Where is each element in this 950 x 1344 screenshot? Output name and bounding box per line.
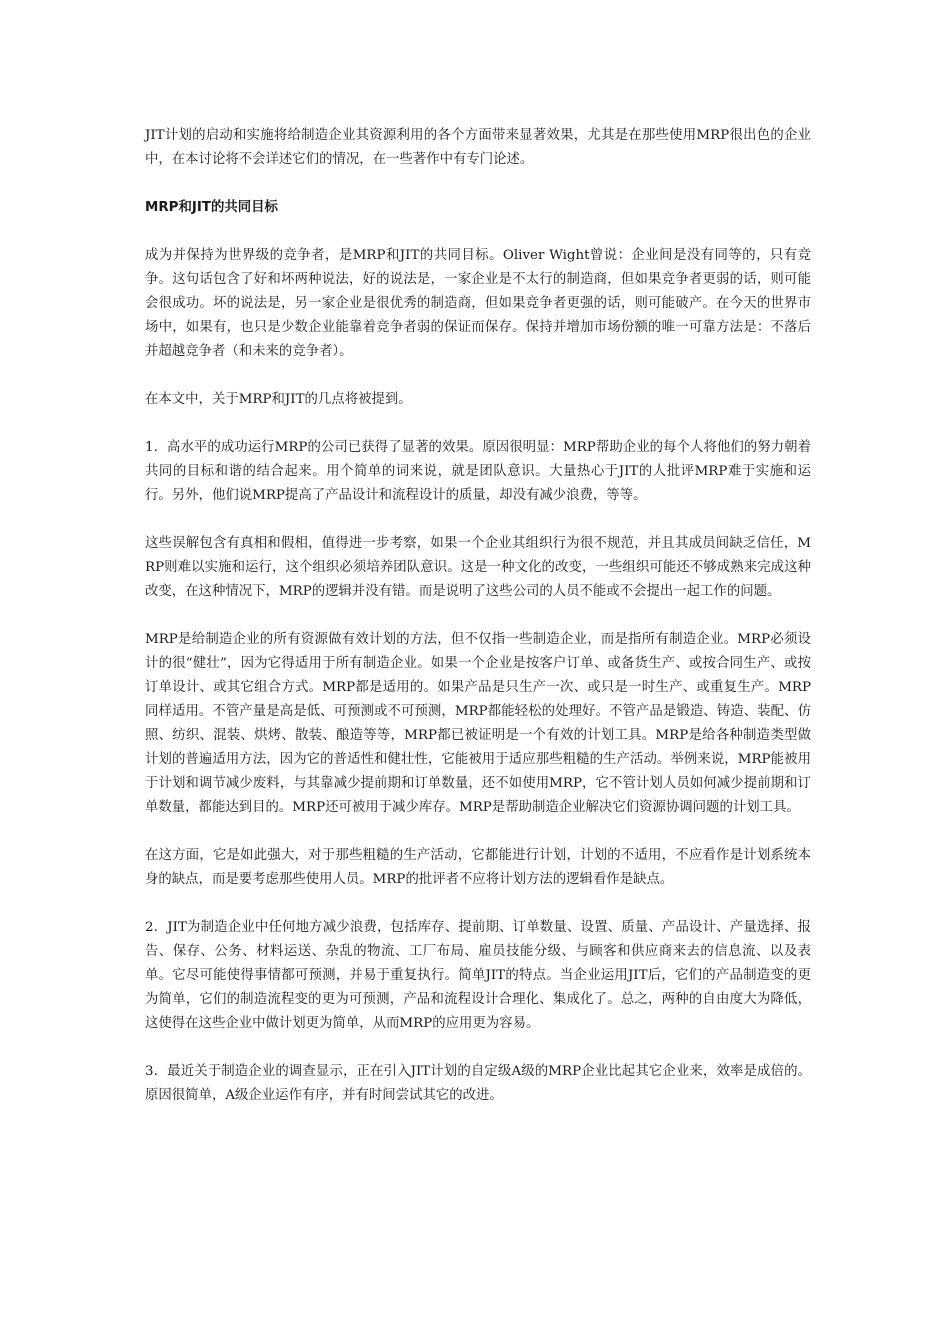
paragraph-point-3: 3．最近关于制造企业的调查显示，正在引入JIT计划的自定级A级的MRP企业比起其它企业来，效率是成倍的。原因很简单，A级企业运作有序，并有时间尝试其它的改进。 [145,1064,811,1103]
paragraph-misconceptions: 这些误解包含有真相和假相，值得进一步考察，如果一个企业其组织行为很不规范，并且其成员间缺乏信任，MRP则难以实施和运行，这个组织必须培养团队意识。这是一种文化的改变，一些组织可能还不够成熟来完成这种改变，在这种情况下，MRP的逻辑并没有错。而是说明了这些公司的人员不能或不会提出一起工作的问题。 [145,536,811,599]
document-body [145,124,811,1132]
paragraph-mrp-strength: 在这方面，它是如此强大，对于那些粗糙的生产活动，它都能进行计划，计划的不适用，不应看作是计划系统本身的缺点，而是要考虑那些使用人员。MRP的批评者不应将计划方法的逻辑看作是缺点。 [145,848,811,887]
intro-paragraph: JIT计划的启动和实施将给制造企业其资源利用的各个方面带来显著效果，尤其是在那些使用MRP很出色的企业中，在本讨论将不会详述它们的情况，在一些著作中有专门论述。 [145,128,811,167]
paragraph-points-intro: 在本文中，关于MRP和JIT的几点将被提到。 [145,392,412,407]
paragraph-point-2: 2．JIT为制造企业中任何地方减少浪费，包括库存、提前期、订单数量、设置、质量、产品设计、产量选择、报告、保存、公务、材料运送、杂乱的物流、工厂布局、雇员技能分级、与顾客和供应商来去的信息流、以及表单。它尽可能使得事情都可预测，并易于重复执行。简单JIT的特点。当企业运用JIT后，它们的产品制造变的更为简单，它们的制造流程变的更为可预测，产品和流程设计合理化、集成化了。总之，两种的自由度大为降低，这使得在这些企业中做计划更为简单，从而MRP的应用更为容易。 [145,920,811,1031]
section-heading: MRP和JIT的共同目标 [145,200,278,215]
paragraph-mrp-robust: MRP是给制造企业的所有资源做有效计划的方法，但不仅指一些制造企业，而是指所有制造企业。MRP必须设计的很“健壮”，因为它得适用于所有制造企业。如果一个企业是按客户订单、或备货生产、或按合同生产、或按订单设计、或其它组合方式。MRP都是适用的。如果产品是只生产一次、或只是一时生产、或重复生产。MRP同样适用。不管产量是高是低、可预测或不可预测，MRP都能轻松的处理好。不管产品是锻造、铸造、装配、仿照、纺织、混装、烘烤、散装、酿造等等，MRP都已被证明是一个有效的计划工具。MRP是给各种制造类型做计划的普遍适用方法，因为它的普适性和健壮性，它能被用于适应那些粗糙的生产活动。举例来说，MRP能被用于计划和调节减少废料，与其靠减少提前期和订单数量，还不如使用MRP，它不管计划人员如何减少提前期和订单数量，都能达到目的。MRP还可被用于减少库存。MRP是帮助制造企业解决它们资源协调问题的计划工具。 [145,632,811,815]
paragraph-world-class: 成为并保持为世界级的竞争者，是MRP和JIT的共同目标。Oliver Wight曾说：企业间是没有同等的，只有竞争。这句话包含了好和坏两种说法，好的说法是，一家企业是不太行的制造商，但如果竞争者更弱的话，则可能会很成功。坏的说法是，另一家企业是很优秀的制造商，但如果竞争者更强的话，则可能破产。在今天的世界市场中，如果有，也只是少数企业能靠着竞争者弱的保证而保存。保持并增加市场份额的唯一可靠方法是：不落后并超越竞争者（和未来的竞争者）。 [145,248,811,359]
paragraph-point-1: 1．高水平的成功运行MRP的公司已获得了显著的效果。原因很明显：MRP帮助企业的每个人将他们的努力朝着共同的目标和谐的结合起来。用个简单的词来说，就是团队意识。大量热心于JIT的人批评MRP难于实施和运行。另外，他们说MRP提高了产品设计和流程设计的质量，却没有减少浪费，等等。 [145,440,811,503]
